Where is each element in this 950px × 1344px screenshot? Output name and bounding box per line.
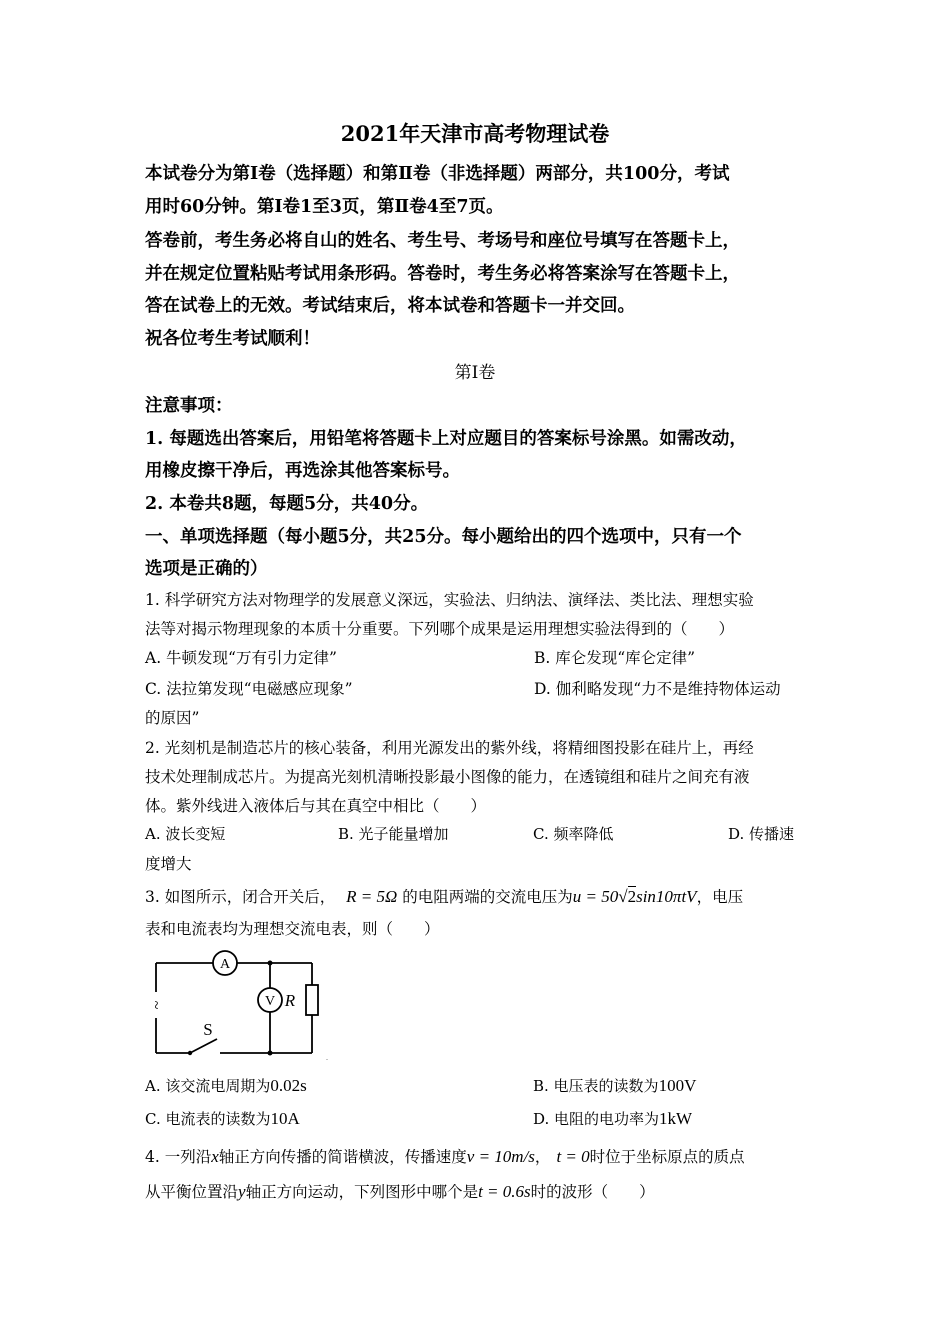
q4-y-axis-symbol: y: [238, 1182, 246, 1201]
resistor-symbol: [306, 985, 318, 1015]
ac-source-symbol: ~: [147, 1000, 164, 1010]
q4-stem-line-2-middle: 轴正方向运动，下列图形中哪个是: [245, 1183, 479, 1201]
q3-option-c-text: C. 电流表的读数为: [145, 1110, 271, 1128]
q2-option-a: A. 波长变短: [145, 825, 226, 843]
q3-voltage-expression-suffix: sin10πtV: [636, 887, 697, 906]
q3-stem-line-1: [145, 885, 743, 907]
intro-paragraph-2-line-3: 答在试卷上的无效。考试结束后，将本试卷和答题卡一并交回。: [145, 296, 635, 316]
q3-stem-middle: 的电阻两端的交流电压为: [402, 888, 573, 906]
q4-x-axis-symbol: x: [211, 1147, 219, 1166]
page-title: 2021年天津市高考物理试卷: [340, 121, 610, 146]
q2-option-d-line-1: D. 传播速: [728, 825, 795, 843]
q3-option-b-value: 100V: [658, 1076, 697, 1095]
figure-end-mark: .: [326, 1053, 328, 1062]
q4-time-expression: t = 0.6s: [478, 1182, 531, 1201]
note-2: 2. 本卷共8题，每题5分，共40分。: [145, 494, 429, 514]
q3-option-d-text: D. 电阻的电功率为: [533, 1110, 660, 1128]
q1-option-d-line-2: 的原因”: [145, 709, 200, 727]
note-1-line-2: 用橡皮擦干净后，再选涂其他答案标号。: [145, 461, 460, 481]
intro-paragraph-2-line-1: 答卷前，考生务必将自山的姓名、考生号、考场号和座位号填写在答题卡上，: [145, 231, 740, 251]
note-1-line-1: 1. 每题选出答案后，用铅笔将答题卡上对应题目的答案标号涂黑。如需改动，: [145, 429, 747, 449]
section-title: 第Ⅰ卷: [454, 363, 496, 383]
intro-paragraph-2-line-2: 并在规定位置粘贴考试用条形码。答卷时，考生务必将答案涂写在答题卡上，: [145, 264, 740, 284]
switch-blade: [190, 1039, 217, 1053]
q4-stem-middle: 轴正方向传播的简谐横波，传播速度: [218, 1148, 467, 1166]
part1-heading-line-2: 选项是正确的）: [145, 559, 268, 579]
q2-option-c: C. 频率降低: [533, 825, 614, 843]
q3-option-c: [145, 1108, 300, 1129]
q4-stem-prefix: 4. 一列沿: [145, 1148, 212, 1166]
q4-initial-time: t = 0: [556, 1147, 590, 1166]
q3-option-a: [145, 1075, 307, 1096]
resistor-label: R: [284, 991, 296, 1010]
switch-pivot: [188, 1051, 192, 1055]
q4-stem-line-2-suffix: 时的波形（ ）: [530, 1183, 655, 1201]
q3-option-c-value: 10A: [270, 1109, 300, 1128]
q3-option-d: [533, 1108, 692, 1129]
q3-resistance-expression: R = 5Ω: [346, 887, 398, 906]
q4-stem-line-2-prefix: 从平衡位置沿: [145, 1183, 239, 1201]
q1-stem-line-1: 1. 科学研究方法对物理学的发展意义深远，实验法、归纳法、演绎法、类比法、理想实验: [145, 591, 754, 609]
q3-option-b-text: B. 电压表的读数为: [533, 1077, 659, 1095]
q1-stem-line-2: 法等对揭示物理现象的本质十分重要。下列哪个成果是运用理想实验法得到的（ ）: [145, 620, 735, 638]
ammeter-label: A: [219, 957, 231, 972]
q3-option-a-value: 0.02s: [270, 1076, 307, 1095]
q2-option-b: B. 光子能量增加: [338, 825, 449, 843]
q3-voltage-expression-prefix: u = 50: [572, 887, 619, 906]
q1-option-d-line-1: D. 伽利略发现“力不是维持物体运动: [534, 680, 781, 698]
q3-option-d-value: 1kW: [659, 1109, 693, 1128]
q2-stem-line-2: 技术处理制成芯片。为提高光刻机清晰投影最小图像的能力，在透镜组和硅片之间充有液: [145, 768, 750, 786]
q3-option-a-text: A. 该交流电周期为: [145, 1077, 271, 1095]
junction-bottom: [268, 1051, 273, 1056]
intro-paragraph-1-line-1: 本试卷分为第Ⅰ卷（选择题）和第Ⅱ卷（非选择题）两部分，共100分，考试: [145, 164, 730, 184]
sqrt-symbol: √: [618, 887, 628, 906]
q1-option-b: B. 库仑发现“库仑定律”: [534, 649, 696, 667]
q3-stem-prefix: 3. 如图所示，闭合开关后，: [145, 888, 336, 906]
q3-circuit-figure: [140, 950, 340, 1065]
voltmeter-label: V: [264, 994, 276, 1009]
part1-heading-line-1: 一、单项选择题（每小题5分，共25分。每小题给出的四个选项中，只有一个: [145, 527, 742, 547]
q4-stem-suffix: 时位于坐标原点的质点: [589, 1148, 745, 1166]
junction-top: [268, 961, 273, 966]
q3-option-b: [533, 1075, 696, 1096]
q3-stem-suffix: ，电压: [696, 888, 744, 906]
q4-velocity-expression: v = 10m/s: [466, 1147, 535, 1166]
q2-option-d-line-2: 度增大: [145, 855, 192, 873]
notes-heading: 注意事项：: [145, 396, 233, 416]
q3-sqrt-argument: 2: [627, 887, 637, 906]
intro-paragraph-1-line-2: 用时60分钟。第Ⅰ卷1至3页，第Ⅱ卷4至7页。: [145, 197, 504, 217]
q4-stem-line-1: 4. 一列沿x轴正方向传播的简谐横波，传播速度v = 10m/s， t = 0时位于坐标原点的质点: [145, 1147, 745, 1166]
q4-stem-line-2: [145, 1180, 655, 1202]
q3-stem-line-2: 表和电流表均为理想交流电表，则（ ）: [145, 920, 440, 938]
switch-label: S: [203, 1020, 213, 1039]
intro-paragraph-3: 祝各位考生考试顺利！: [145, 329, 320, 349]
q1-option-a: A. 牛顿发现“万有引力定律”: [145, 649, 337, 667]
q2-stem-line-3: 体。紫外线进入液体后与其在真空中相比（ ）: [145, 797, 487, 815]
q1-option-c: C. 法拉第发现“电磁感应现象”: [145, 680, 353, 698]
q2-stem-line-1: 2. 光刻机是制造芯片的核心装备，利用光源发出的紫外线，将精细图投影在硅片上，再经: [145, 739, 754, 757]
